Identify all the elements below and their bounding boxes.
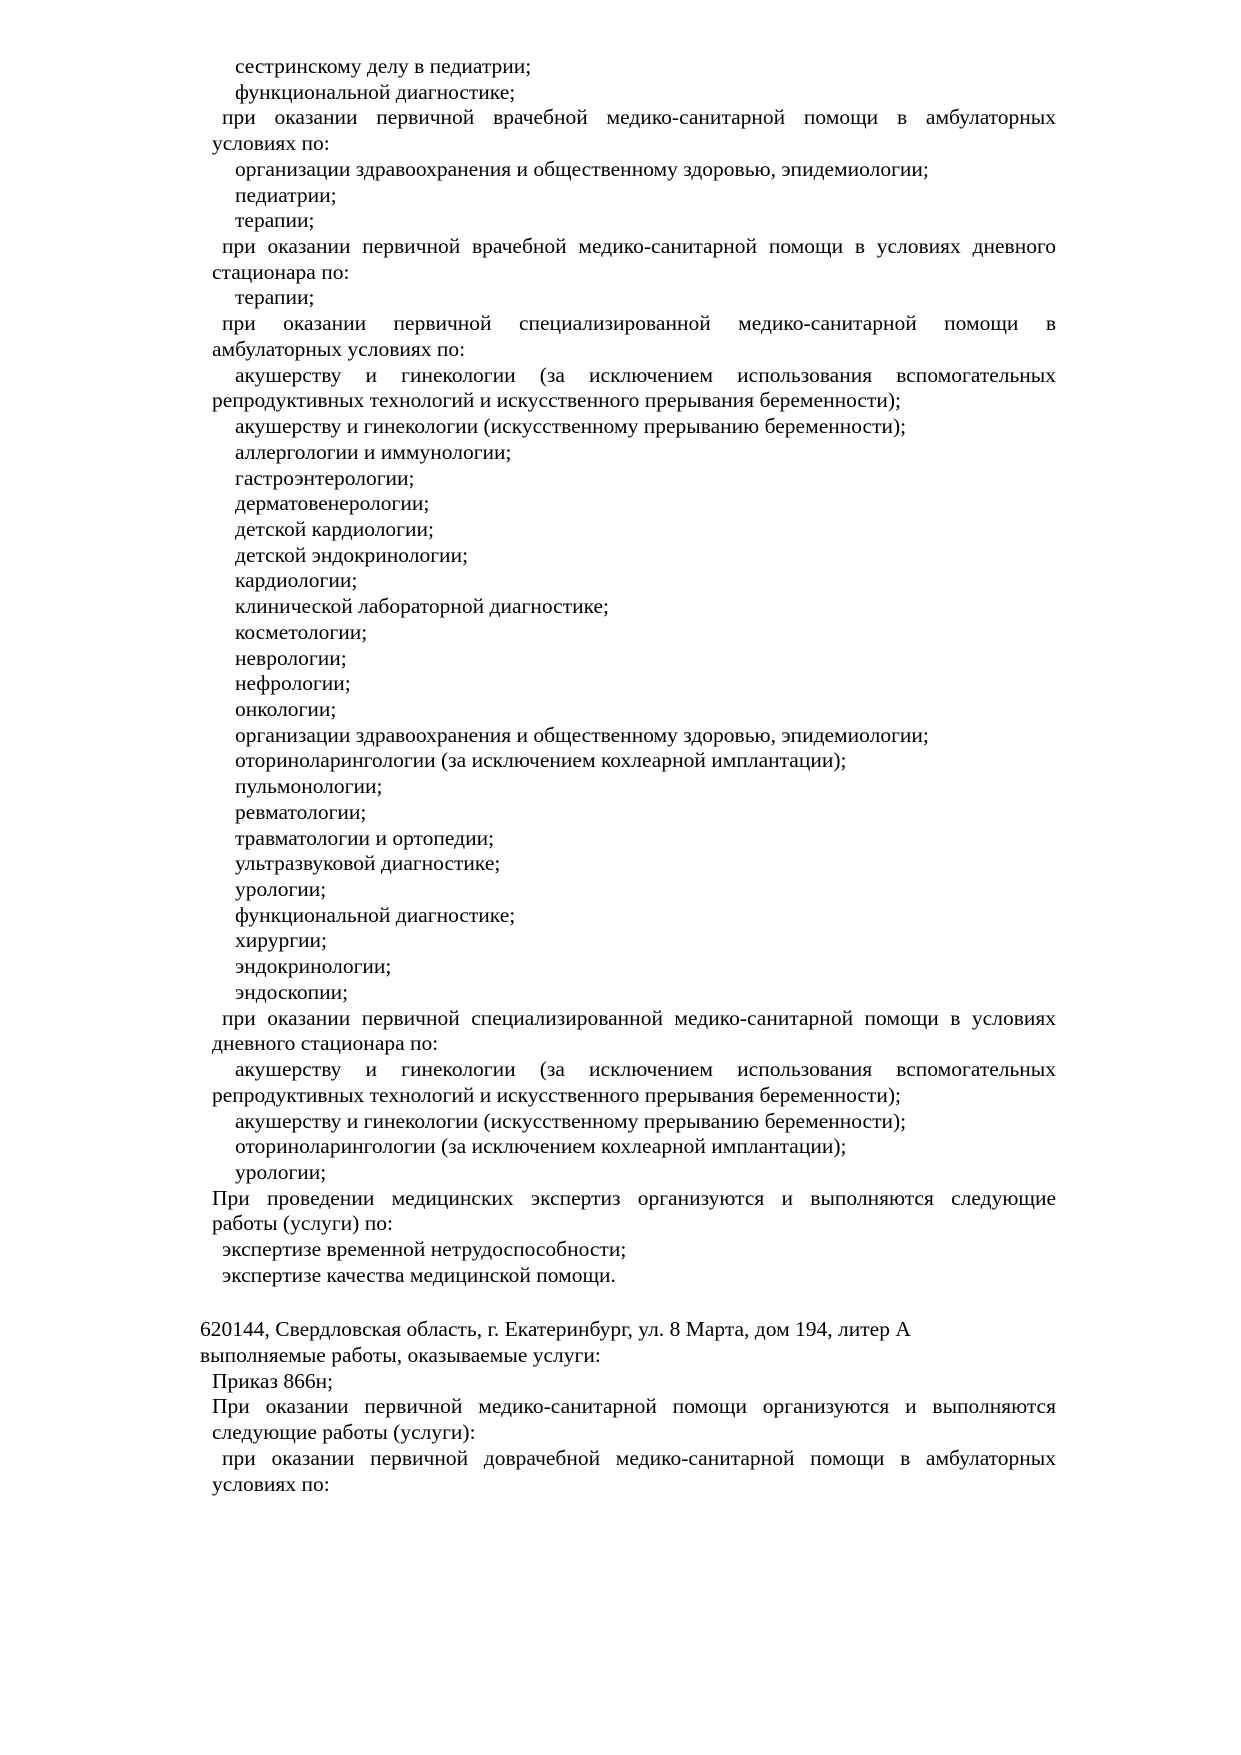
document-line: При оказании первичной медико-санитарной помощи организуются и выполняются	[212, 1394, 1056, 1419]
document-line: работы (услуги) по:	[212, 1211, 393, 1236]
document-line: при оказании первичной специализированной медико-санитарной помощи в	[222, 311, 1056, 336]
document-line: детской эндокринологии;	[235, 542, 469, 567]
document-line: онкологии;	[235, 697, 337, 721]
document-line: Приказ 866н;	[212, 1368, 334, 1393]
document-line: хирургии;	[235, 928, 328, 953]
document-line: пульмонологии;	[235, 774, 383, 799]
document-line: репродуктивных технологий и искусственного прерывания беременности);	[212, 1082, 901, 1107]
document-line: ревматологии;	[235, 799, 367, 824]
document-line: травматологии и ортопедии;	[235, 825, 495, 850]
document-line: акушерству и гинекологии (искусственному прерыванию беременности);	[235, 1108, 907, 1133]
document-line: условиях по:	[212, 131, 330, 156]
document-line: акушерству и гинекологии (за исключением использования вспомогательных	[235, 362, 1056, 387]
document-line: косметологии;	[235, 619, 368, 644]
document-line: акушерству и гинекологии (искусственному прерыванию беременности);	[235, 414, 907, 439]
document-line: урологии;	[235, 1159, 327, 1184]
document-line: эндокринологии;	[235, 954, 392, 979]
document-line: стационара по:	[212, 259, 350, 284]
document-line: условиях по:	[212, 1471, 330, 1496]
document-line: сестринскому делу в педиатрии;	[235, 54, 532, 78]
document-line: организации здравоохранения и общественному здоровью, эпидемиологии;	[235, 722, 929, 747]
document-line: урологии;	[235, 877, 327, 902]
document-line: акушерству и гинекологии (за исключением использования вспомогательных	[235, 1057, 1056, 1082]
document-line: ультразвуковой диагностике;	[235, 851, 501, 876]
document-line: при оказании первичной врачебной медико-санитарной помощи в условиях дневного	[222, 234, 1056, 259]
document-line: экспертизе качества медицинской помощи.	[222, 1262, 616, 1287]
document-line: следующие работы (услуги):	[212, 1420, 476, 1445]
document-line: неврологии;	[235, 645, 347, 670]
document-line: дневного стационара по:	[212, 1031, 439, 1056]
document-line: при оказании первичной специализированной медико-санитарной помощи в условиях	[222, 1005, 1056, 1030]
document-line: клинической лабораторной диагностике;	[235, 594, 610, 619]
document-line: педиатрии;	[235, 182, 337, 207]
document-line: аллергологии и иммунологии;	[235, 439, 512, 464]
document-line: экспертизе временной нетрудоспособности;	[222, 1237, 627, 1262]
document-line: дерматовенерологии;	[235, 491, 430, 516]
document-line: функциональной диагностике;	[235, 79, 516, 104]
document-line: терапии;	[235, 208, 315, 233]
document-line: кардиологии;	[235, 568, 358, 593]
document-line: при оказании первичной доврачебной медико-санитарной помощи в амбулаторных	[222, 1446, 1056, 1470]
document-line: организации здравоохранения и общественному здоровью, эпидемиологии;	[235, 156, 929, 181]
document-line: функциональной диагностике;	[235, 902, 516, 927]
document-line: При проведении медицинских экспертиз организуются и выполняются следующие	[212, 1185, 1056, 1210]
document-line: детской кардиологии;	[235, 516, 434, 541]
document-line: при оказании первичной врачебной медико-санитарной помощи в амбулаторных	[222, 105, 1056, 130]
document-line: выполняемые работы, оказываемые услуги:	[200, 1342, 601, 1367]
document-line: оториноларингологии (за исключением кохлеарной имплантации);	[235, 1134, 847, 1159]
document-line: оториноларингологии (за исключением кохлеарной имплантации);	[235, 748, 847, 773]
document-line: эндоскопии;	[235, 979, 349, 1004]
document-line: терапии;	[235, 285, 315, 310]
document-line: репродуктивных технологий и искусственного прерывания беременности);	[212, 388, 901, 413]
document-line: амбулаторных условиях по:	[212, 336, 466, 361]
document-line: гастроэнтерологии;	[235, 465, 415, 490]
document-line: 620144, Свердловская область, г. Екатеринбург, ул. 8 Марта, дом 194, литер А	[200, 1317, 911, 1341]
document-line: нефрологии;	[235, 671, 351, 696]
